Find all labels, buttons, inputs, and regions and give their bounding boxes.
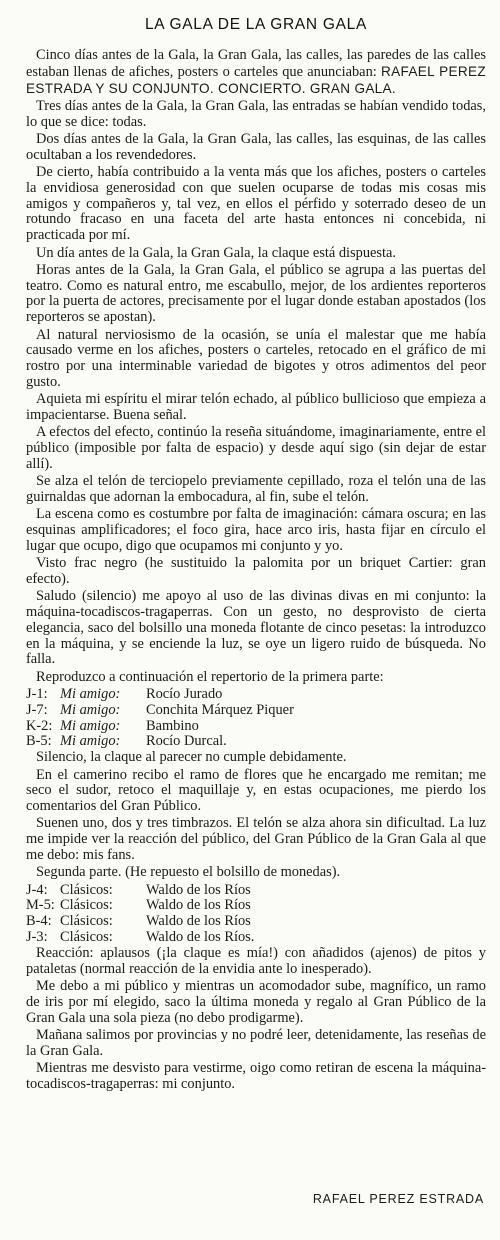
paragraph-text: Cinco días antes de la Gala, la Gran Gala, las calles, las paredes de las calles estaban llenas de afiches, posters o carteles que anunciaban:	[26, 47, 486, 80]
track-artist: Waldo de los Ríos	[146, 913, 251, 930]
repertoire-line	[26, 914, 486, 930]
track-title: Clásicos:	[60, 929, 113, 946]
paragraph: Silencio, la claque al parecer no cumple debidamente.	[36, 749, 347, 766]
poster-announcement: RAFAEL PEREZ ESTRADA Y SU CONJUNTO. CONCIERTO. GRAN GALA.	[26, 63, 486, 96]
track-code: M-5:	[26, 897, 55, 914]
paragraph: Al natural nerviosismo de la ocasión, se unía el malestar que me había causado verme en los afiches, posters o carteles, retocado en el gráfico de mi rostro por una interminable variedad de bigotes y otros adimentos del peor gusto.	[26, 326, 486, 390]
paragraph: Se alza el telón de terciopelo previamente cepillado, roza el telón una de las guirnaldas que adornan la embocadura, al fin, sube el telón.	[26, 473, 486, 506]
track-code: J-1:	[26, 686, 48, 703]
paragraph: Suenen uno, dos y tres timbrazos. El telón se alza ahora sin dificultad. La luz me impide ver la reacción del público, del Gran Público de la Gran Gala al que me debo: mis fans.	[26, 815, 486, 864]
author-signature: RAFAEL PEREZ ESTRADA	[312, 1192, 484, 1206]
repertoire-line	[26, 719, 486, 735]
track-title: Clásicos:	[60, 913, 113, 930]
paragraph: Un día antes de la Gala, la Gran Gala, la claque está dispuesta.	[36, 244, 397, 261]
repertoire-second-part	[26, 883, 486, 946]
paragraph: Dos días antes de la Gala, la Gran Gala, las calles, las esquinas, de las calles ocultaban a los revendedores.	[26, 130, 486, 163]
article-body	[26, 48, 486, 1093]
article-title: LA GALA DE LA GRAN GALA	[144, 16, 367, 33]
repertoire-line	[26, 898, 486, 914]
track-title: Mi amigo:	[60, 686, 121, 703]
repertoire-first-part	[26, 687, 486, 750]
track-code: J-3:	[26, 929, 48, 946]
paragraph: A efectos del efecto, continúo la reseña situándome, imaginariamente, entre el público (imposible por falta de espacio) y desde aquí sigo (sin dejar de estar allí).	[26, 424, 486, 472]
paragraph: Reacción: aplausos (¡la claque es mía!) con añadidos (ajenos) de pitos y pataletas (normal reacción de la envidia ante lo inesperado).	[26, 944, 486, 977]
paragraph: Aquieta mi espíritu el mirar telón echado, al público bullicioso que empieza a impacientarse. Buena señal.	[26, 391, 486, 424]
paragraph: Saludo (silencio) me apoyo al uso de las divinas divas en mi conjunto: la máquina-tocadiscos-tragaperras. Con un gesto, no desprovisto de cierta elegancia, saco del bolsillo una moneda flotante de cinco pesetas: la introduzco en la máquina, y se enciende la luz, se oye un ligero ruido de búsqueda. No falla.	[26, 588, 486, 668]
track-code: J-7:	[26, 701, 48, 718]
repertoire-line	[26, 734, 486, 750]
paragraph: De cierto, había contribuido a la venta más que los afiches, posters o carteles la envidiosa generosidad con que suelen ocuparse de todas mis cosas mis amigos y compañeros y, tal vez, en ellos el pérfido y soterrado deseo de un rotundo fracaso en una faceta del arte hasta entonces ni concebida, ni practicada por mí.	[26, 164, 486, 244]
track-artist: Waldo de los Ríos	[146, 897, 251, 914]
track-title: Mi amigo:	[60, 701, 121, 718]
paragraph: Mañana salimos por provincias y no podré leer, detenidamente, las reseñas de la Gran Gala.	[26, 1026, 486, 1059]
repertoire-line	[26, 687, 486, 703]
track-title: Mi amigo:	[60, 717, 121, 734]
track-artist: Conchita Márquez Piquer	[146, 701, 294, 718]
track-title: Clásicos:	[60, 881, 113, 898]
track-code: B-4:	[26, 913, 52, 930]
track-title: Mi amigo:	[60, 733, 121, 750]
repertoire-line	[26, 883, 486, 899]
track-code: J-4:	[26, 881, 48, 898]
track-artist: Waldo de los Ríos.	[146, 929, 255, 946]
paragraph: Me debo a mi público y mientras un acomodador sube, magnífico, un ramo de iris por mí elegido, saco la última moneda y regalo al Gran Público de la Gran Gala una sola pieza (no debo prodigarme).	[26, 977, 486, 1026]
paragraph: Tres días antes de la Gala, la Gran Gala, las entradas se habían vendido todas, lo que se dice: todas.	[26, 97, 486, 130]
track-code: B-5:	[26, 733, 52, 750]
repertoire-line	[26, 703, 486, 719]
paragraph: En el camerino recibo el ramo de flores que he encargado me remitan; me seco el sudor, retoco el maquillaje y, en estas ocupaciones, me pierdo los comentarios del Gran Público.	[26, 766, 486, 815]
paragraph: Horas antes de la Gala, la Gran Gala, el público se agrupa a las puertas del teatro. Como es natural entro, me escabullo, mejor, de los ardientes reporteros por la puerta de actores, precisamente por el lugar donde estaban apostados (los reporteros se apostan).	[26, 261, 486, 326]
track-artist: Bambino	[146, 717, 199, 734]
paragraph: Mientras me desvisto para vestirme, oigo como retiran de escena la máquina-tocadiscos-tragaperras: mi conjunto.	[26, 1059, 486, 1092]
track-artist: Rocío Jurado	[146, 686, 223, 703]
paragraph: Segunda parte. (He repuesto el bolsillo de monedas).	[36, 864, 341, 881]
paragraph: La escena como es costumbre por falta de imaginación: cámara oscura; en las esquinas amplificadores; el foco gira, hace arco iris, hasta fijar en círculo el lugar que ocupo, digo que ocupamos mi conjunto y yo.	[26, 506, 486, 554]
track-title: Clásicos:	[60, 897, 113, 914]
paragraph	[26, 48, 486, 97]
repertoire-line	[26, 930, 486, 946]
paragraph: Visto frac negro (he sustituido la palomita por un briquet Cartier: gran efecto).	[26, 555, 486, 587]
track-artist: Waldo de los Ríos	[146, 881, 251, 898]
track-code: K-2:	[26, 717, 53, 734]
track-artist: Rocío Durcal.	[146, 733, 227, 750]
paragraph: Reproduzco a continuación el repertorio de la primera parte:	[36, 668, 384, 685]
